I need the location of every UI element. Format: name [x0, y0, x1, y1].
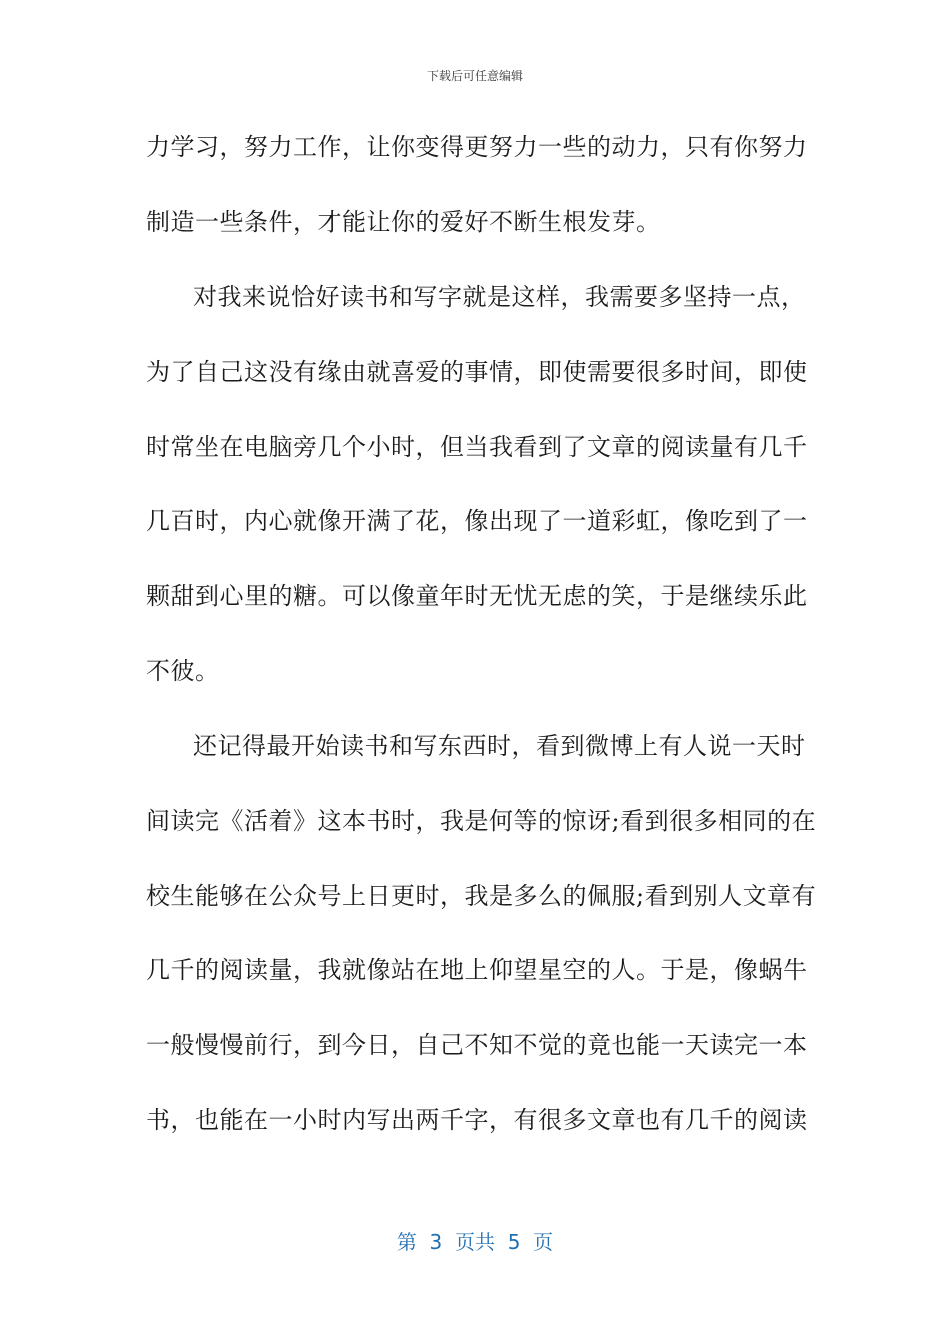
body-line: 几千的阅读量，我就像站在地上仰望星空的人。于是，像蜗牛: [146, 956, 808, 984]
body-line: 制造一些条件，才能让你的爱好不断生根发芽。: [146, 208, 661, 236]
body-line: 不彼。: [146, 657, 220, 685]
body-line: 时常坐在电脑旁几个小时，但当我看到了文章的阅读量有几千: [146, 433, 808, 461]
body-line: 书，也能在一小时内写出两千字，有很多文章也有几千的阅读: [146, 1106, 808, 1134]
body-line: 间读完《活着》这本书时，我是何等的惊讶;看到很多相同的在: [146, 807, 817, 835]
body-line: 还记得最开始读书和写东西时，看到微博上有人说一天时: [193, 732, 806, 760]
body-line: 颗甜到心里的糖。可以像童年时无忧无虑的笑，于是继续乐此: [146, 582, 808, 610]
body-line: 力学习，努力工作，让你变得更努力一些的动力，只有你努力: [146, 133, 808, 161]
body-line: 校生能够在公众号上日更时，我是多么的佩服;看到别人文章有: [146, 882, 817, 910]
body-line: 对我来说恰好读书和写字就是这样，我需要多坚持一点，: [193, 283, 806, 311]
body-line: 一般慢慢前行，到今日，自己不知不觉的竟也能一天读完一本: [146, 1031, 808, 1059]
body-line: 为了自己这没有缘由就喜爱的事情，即使需要很多时间，即使: [146, 358, 808, 386]
header-note: 下载后可任意编辑: [426, 69, 523, 83]
page-number: 第 3 页共 5 页: [396, 1230, 554, 1254]
body-line: 几百时，内心就像开满了花，像出现了一道彩虹，像吃到了一: [146, 507, 808, 535]
